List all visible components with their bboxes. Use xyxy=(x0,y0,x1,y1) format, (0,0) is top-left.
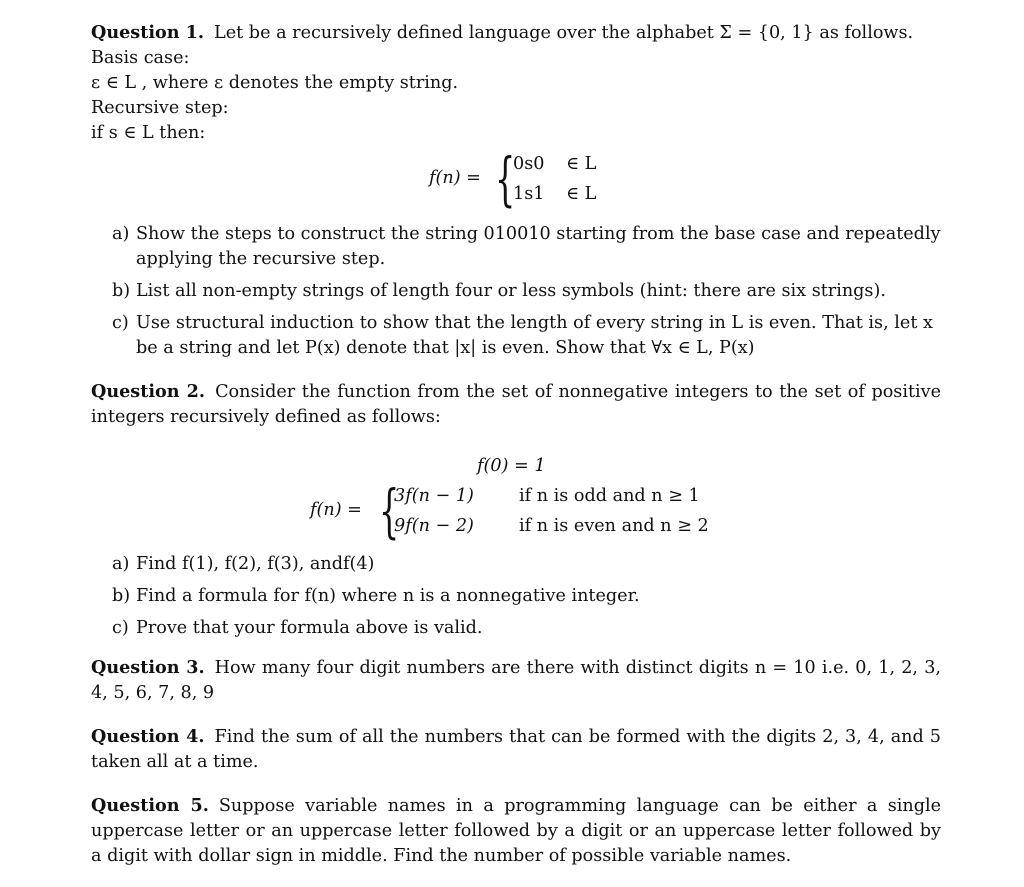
question-2-heading: Question 2. xyxy=(91,381,206,402)
case-1-expr: 0s0 xyxy=(513,154,545,174)
question-1-part-b xyxy=(91,279,941,304)
question-2-part-a xyxy=(91,552,941,577)
part-text: Show the steps to construct the string 010010 starting from the base case and repeatedly applying the recursive step. xyxy=(136,224,941,269)
question-1-heading: Question 1. xyxy=(91,22,205,43)
question-3-text: How many four digit numbers are there with distinct digits n = 10 i.e. 0, 1, 2, 3, 4, 5, 6, 7, 8, 9 xyxy=(91,658,941,703)
piecewise-definition-2 xyxy=(91,438,941,545)
basis-label: Basis case: xyxy=(91,48,190,68)
left-brace-2: { xyxy=(379,477,400,545)
question-1 xyxy=(91,20,941,361)
case-2-condition: if n is even and n ≥ 2 xyxy=(519,516,709,536)
fn-label-1: f(n) = xyxy=(429,168,481,188)
question-2-intro-text: Consider the function from the set of nonnegative integers to the set of positive integers recursively defined as follows: xyxy=(91,382,942,427)
question-2-part-c xyxy=(91,616,941,641)
fn-label-2: f(n) = xyxy=(310,500,362,520)
document-page xyxy=(91,20,941,869)
part-label: a) xyxy=(112,554,130,574)
question-4-text: Find the sum of all the numbers that can be formed with the digits 2, 3, 4, and 5 taken all at a time. xyxy=(91,727,941,772)
part-label: c) xyxy=(112,618,129,638)
part-text: Use structural induction to show that the length of every string in L is even. That is, let x be a string and let P(x) denote that |x| is even. Show that ∀x ∈ L, P(x) xyxy=(136,313,933,358)
case-2-condition: ∈ L xyxy=(566,184,597,204)
f0-equation: f(0) = 1 xyxy=(477,456,546,476)
piecewise-definition-1 xyxy=(91,145,941,216)
case-2-expr: 9f(n − 2) xyxy=(394,516,474,536)
part-label: b) xyxy=(112,586,131,606)
part-text: List all non-empty strings of length four or less symbols (hint: there are six strings). xyxy=(136,281,886,301)
question-5 xyxy=(91,793,941,869)
recursive-label: Recursive step: xyxy=(91,98,229,118)
part-text: Find a formula for f(n) where n is a nonnegative integer. xyxy=(136,586,640,606)
case-1-expr: 3f(n − 1) xyxy=(394,486,474,506)
question-1-intro-text: Let be a recursively defined language over the alphabet Σ = {0, 1} as follows. xyxy=(214,23,914,43)
part-label: c) xyxy=(112,313,129,333)
question-3 xyxy=(91,655,941,706)
question-2 xyxy=(91,379,941,641)
case-1-condition: ∈ L xyxy=(566,154,597,174)
if-line: if s ∈ L then: xyxy=(91,123,206,143)
question-2-parts xyxy=(91,552,941,641)
question-3-heading: Question 3. xyxy=(91,657,205,678)
case-1-condition: if n is odd and n ≥ 1 xyxy=(519,486,700,506)
part-text: Find f(1), f(2), f(3), andf(4) xyxy=(136,554,375,574)
part-label: a) xyxy=(112,224,130,244)
part-label: b) xyxy=(112,281,131,301)
question-1-part-c xyxy=(91,311,941,361)
question-2-intro xyxy=(91,379,941,430)
question-4 xyxy=(91,724,941,775)
question-1-part-a xyxy=(91,222,941,272)
left-brace-1: { xyxy=(495,145,516,213)
question-5-text: Suppose variable names in a programming language can be either a single uppercase letter or an uppercase letter followed by a digit or an uppercase letter followed by a digit with dollar sign in middle. Find the number of possible variable names. xyxy=(91,796,942,866)
basis-statement: ε ∈ L , where ε denotes the empty string. xyxy=(91,73,459,93)
question-4-heading: Question 4. xyxy=(91,726,205,747)
question-1-parts xyxy=(91,222,941,361)
case-2-expr: 1s1 xyxy=(513,184,545,204)
question-2-part-b xyxy=(91,584,941,609)
question-1-intro xyxy=(91,20,941,46)
question-5-heading: Question 5. xyxy=(91,795,209,816)
part-text: Prove that your formula above is valid. xyxy=(136,618,483,638)
